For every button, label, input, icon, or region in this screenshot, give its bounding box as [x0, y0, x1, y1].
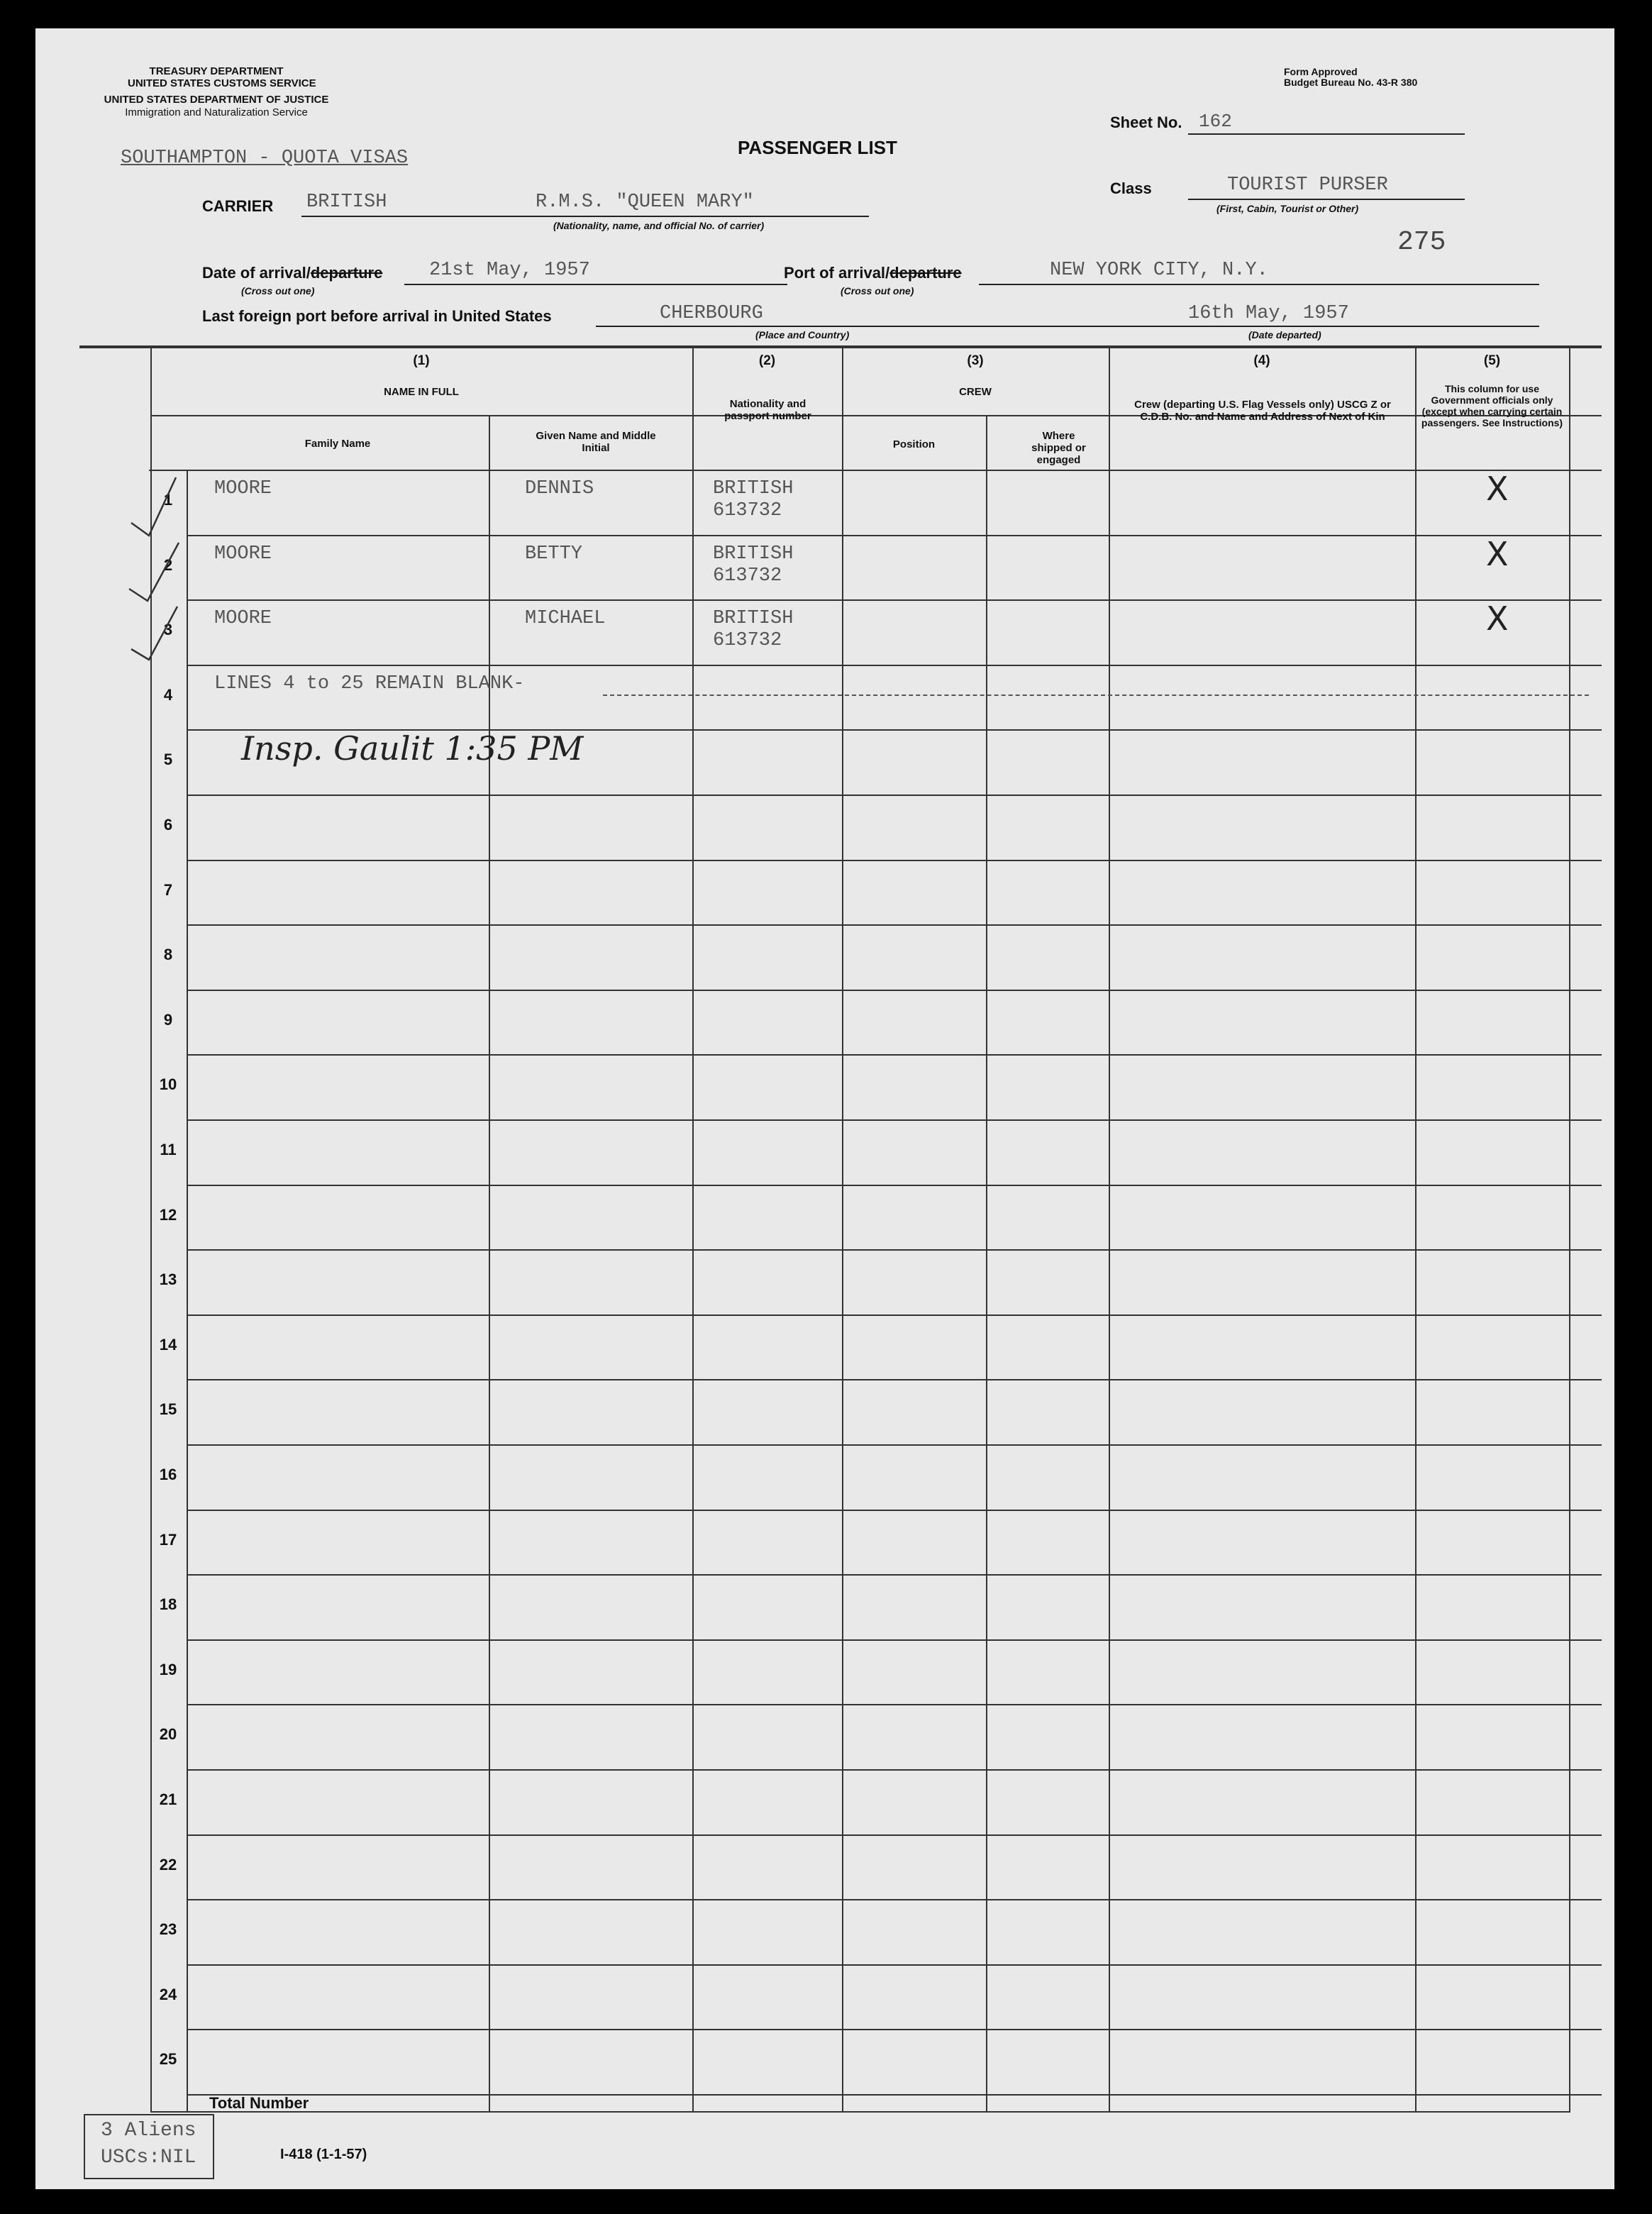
- col3-col4-divider: [1109, 348, 1110, 2113]
- col1-title: NAME IN FULL: [384, 386, 459, 398]
- row-rule: [187, 2029, 1602, 2030]
- row-rule: [187, 1574, 1602, 1576]
- port-label-a: Port of arrival/: [784, 264, 890, 282]
- col4-col5-divider: [1415, 348, 1417, 2113]
- date-label-b: departure: [310, 264, 383, 282]
- row-rule: [187, 860, 1602, 861]
- alien-count-stamp: [84, 2114, 214, 2179]
- port-underline: [979, 284, 1539, 285]
- row-number: 11: [160, 1141, 177, 1158]
- table-bottom-rule: [150, 2111, 1570, 2113]
- total-label: Total Number: [209, 2094, 309, 2112]
- carrier-nationality: BRITISH: [306, 192, 387, 213]
- row-number: 9: [163, 1010, 173, 1029]
- col4-number: (4): [1253, 353, 1270, 368]
- row-rule: [187, 1249, 1602, 1251]
- row-number: 24: [159, 1985, 177, 2003]
- handwritten-number: 275: [1397, 227, 1446, 258]
- port-label-b: departure: [889, 264, 962, 282]
- sheet-label: Sheet No.: [1110, 114, 1182, 131]
- row-number: 2: [163, 555, 173, 574]
- date-departed-caption: (Date departed): [1248, 329, 1321, 341]
- row-number: 23: [159, 1920, 177, 1939]
- col1a-title: Family Name: [304, 438, 371, 450]
- given-name: MICHAEL: [525, 608, 606, 630]
- sheet-underline: [1188, 133, 1465, 135]
- row-number: 1: [163, 491, 173, 509]
- row-number: 8: [163, 946, 173, 964]
- date-value: 21st May, 1957: [429, 260, 590, 281]
- date-cross-caption: (Cross out one): [241, 285, 315, 297]
- last-port-value: CHERBOURG: [660, 303, 763, 324]
- budget-bureau: Budget Bureau No. 43-R 380: [1284, 77, 1418, 88]
- check-icon: [131, 477, 176, 536]
- passenger-list-form: [35, 28, 1614, 2189]
- row-rule: [187, 1314, 1602, 1316]
- official-mark: X: [1486, 534, 1509, 573]
- col2-number: (2): [758, 353, 776, 368]
- family-name: MOORE: [214, 608, 272, 630]
- row-rule: [187, 1185, 1602, 1186]
- row-number: 25: [159, 2050, 177, 2069]
- row-rule: [187, 2094, 1602, 2096]
- row-number: 5: [163, 751, 173, 769]
- row-rule: [187, 1834, 1602, 1836]
- port-value: NEW YORK CITY, N.Y.: [1050, 260, 1268, 281]
- table-top-rule: [79, 345, 1602, 348]
- class-caption: (First, Cabin, Tourist or Other): [1216, 203, 1359, 214]
- row-number: 3: [163, 621, 173, 639]
- row-rule: [187, 1704, 1602, 1705]
- col1-number: (1): [413, 353, 430, 368]
- checkmarks: [121, 472, 199, 677]
- form-number: I-418 (1-1-57): [280, 2147, 367, 2162]
- form-approved: [1284, 67, 1417, 88]
- row-rule: [187, 1379, 1602, 1380]
- row-rule: [187, 990, 1602, 991]
- quota-stamp: SOUTHAMPTON - QUOTA VISAS: [121, 148, 409, 169]
- table-right-border: [1569, 348, 1570, 2113]
- row-rule: [187, 1444, 1602, 1446]
- official-mark: X: [1486, 599, 1509, 638]
- col2-col3-divider: [842, 348, 843, 2113]
- header-bottom-rule: [149, 470, 1602, 471]
- row-number: 14: [159, 1335, 177, 1354]
- col5-title: This column for use Government officials only (except when carrying certain passengers. See Instructions): [1421, 383, 1563, 428]
- class-label: Class: [1110, 179, 1152, 197]
- col1-col2-divider: [692, 348, 694, 2113]
- col4-title: Crew (departing U.S. Flag Vessels only) USCG Z or C.D.B. No. and Name and Address of Next of Kin: [1134, 399, 1391, 423]
- last-port-label: Last foreign port before arrival in United States: [202, 307, 552, 325]
- date-underline: [404, 284, 787, 285]
- row-number: 4: [163, 685, 173, 704]
- class-underline: [1188, 199, 1465, 200]
- port-label: [784, 264, 962, 282]
- col2-title: Nationality and passport number: [724, 398, 811, 422]
- carrier-label: CARRIER: [202, 197, 274, 215]
- row-number: 7: [163, 880, 173, 899]
- date-label-a: Date of arrival/: [202, 264, 311, 282]
- row-number: 13: [159, 1271, 177, 1289]
- family-given-divider: [489, 415, 490, 2113]
- col3a-title: Position: [892, 438, 936, 450]
- row-rule: [187, 795, 1602, 796]
- agency-block-2: [92, 94, 340, 119]
- col3-subdivider: [986, 415, 987, 2113]
- row-number: 15: [159, 1400, 177, 1419]
- row-rule: [187, 1964, 1602, 1966]
- family-name: MOORE: [214, 478, 272, 499]
- date-label: [202, 264, 382, 282]
- col1b-title: Given Name and Middle Initial: [536, 430, 656, 454]
- row-number: 21: [159, 1790, 177, 1808]
- row-rule: [187, 665, 1602, 666]
- col3-number: (3): [967, 353, 984, 368]
- row-rule: [187, 535, 1602, 536]
- nationality-passport: BRITISH 613732: [713, 608, 794, 652]
- carrier-name: R.M.S. "QUEEN MARY": [536, 192, 754, 213]
- page-title: PASSENGER LIST: [738, 137, 897, 158]
- official-mark: X: [1486, 470, 1509, 508]
- sheet-value: 162: [1199, 111, 1232, 132]
- row-rule: [187, 599, 1602, 601]
- carrier-underline: [301, 216, 869, 217]
- port-cross-caption: (Cross out one): [841, 285, 914, 297]
- form-approved-label: Form Approved: [1284, 66, 1358, 77]
- row-rule: [187, 1639, 1602, 1641]
- agency-line: UNITED STATES DEPARTMENT OF JUSTICE: [104, 94, 329, 106]
- date-departed-value: 16th May, 1957: [1188, 303, 1349, 324]
- family-name: MOORE: [214, 543, 272, 565]
- remain-blank-note: LINES 4 to 25 REMAIN BLANK-: [214, 672, 525, 694]
- row-number: 10: [159, 1075, 177, 1094]
- row-rule: [187, 1899, 1602, 1900]
- rownum-divider: [187, 470, 188, 2113]
- row-number: 22: [159, 1855, 177, 1873]
- row-rule: [187, 1119, 1602, 1121]
- row-number: 19: [159, 1660, 177, 1678]
- nationality-passport: BRITISH 613732: [713, 543, 794, 587]
- nationality-passport: BRITISH 613732: [713, 478, 794, 521]
- class-value: TOURIST PURSER: [1227, 175, 1388, 196]
- agency-block: [128, 65, 316, 89]
- check-icon: [131, 607, 177, 660]
- check-icon: [129, 543, 179, 601]
- given-name: DENNIS: [525, 478, 594, 499]
- stamp-line-1: 3 Aliens: [101, 2120, 196, 2142]
- row-number: 18: [159, 1595, 177, 1614]
- agency-line: UNITED STATES CUSTOMS SERVICE: [128, 77, 316, 89]
- agency-line: TREASURY DEPARTMENT: [149, 65, 284, 77]
- row-rule: [187, 1510, 1602, 1511]
- row-rule: [187, 924, 1602, 926]
- row-number: 6: [163, 816, 173, 834]
- inspector-signature: Insp. Gaulit 1:35 PM: [241, 729, 584, 768]
- row-rule: [187, 1054, 1602, 1056]
- given-name: BETTY: [525, 543, 583, 565]
- row-number: 12: [159, 1205, 177, 1224]
- last-port-caption: (Place and Country): [755, 329, 850, 341]
- stamp-line-2: USCs:NIL: [101, 2147, 196, 2169]
- col3-title: CREW: [959, 386, 992, 398]
- carrier-caption: (Nationality, name, and official No. of carrier): [553, 220, 765, 231]
- blank-dash-line: [603, 694, 1589, 696]
- row-number: 17: [159, 1530, 177, 1549]
- col5-number: (5): [1483, 353, 1501, 368]
- col3b-title: Where shipped or engaged: [1031, 430, 1086, 466]
- last-port-underline: [596, 326, 1539, 327]
- row-number: 20: [159, 1725, 177, 1744]
- row-rule: [187, 1769, 1602, 1771]
- agency-line: Immigration and Naturalization Service: [125, 106, 308, 118]
- row-number: 16: [159, 1466, 177, 1483]
